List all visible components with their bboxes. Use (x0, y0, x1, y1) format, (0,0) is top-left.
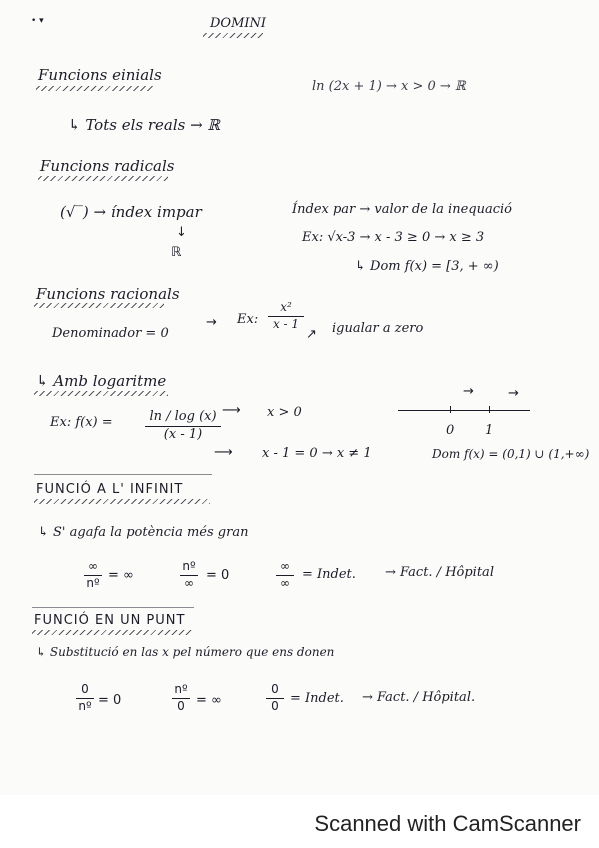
infinity-fraction-1 (84, 560, 102, 591)
number-line-tick (450, 406, 451, 413)
radical-domain: ↳ Dom f(x) = [3, + ∞) (355, 259, 499, 274)
fraction-numerator: 0 (81, 682, 89, 696)
log-example-fraction (145, 410, 221, 443)
even-index-note: Índex par → valor de la inequació (292, 202, 512, 217)
point-fraction-1 (76, 683, 94, 714)
fraction-denominator: nº (86, 575, 100, 590)
fraction-numerator: nº (182, 559, 196, 573)
set-to-zero-note: igualar a zero (332, 321, 424, 336)
point-fraction-3 (266, 683, 284, 714)
heading-underline (38, 176, 168, 181)
number-line-arrow: → (463, 384, 474, 399)
arrow: ⟶ (222, 403, 241, 418)
fraction-denominator: 0 (177, 698, 185, 713)
heading-underline (32, 630, 192, 635)
margin-dot: • ▾ (31, 16, 44, 26)
indeterminate-next-step: → Fact. / Hôpital (385, 565, 494, 580)
substitution-rule: ↳ Substitució en las x pel número que ens donen (36, 645, 335, 659)
fraction-denominator: x - 1 (272, 316, 300, 331)
denominator-rule: Denominador = 0 (52, 326, 169, 341)
heading-rationals: Funcions racionals (36, 285, 180, 303)
radical-example: Ex: √x-3 → x - 3 ≥ 0 → x ≥ 3 (302, 230, 485, 245)
heading-overline (34, 474, 212, 475)
curved-arrow: ↗ (306, 327, 317, 342)
fraction-numerator: 0 (271, 682, 279, 696)
fraction-numerator: nº (174, 682, 188, 696)
tick-label: 1 (485, 423, 494, 438)
infinity-fraction-3 (276, 560, 294, 591)
footer-bar (0, 795, 599, 848)
heading-underline (36, 86, 154, 91)
down-arrow: ↓ (176, 225, 187, 240)
infinity-fraction-2 (180, 560, 198, 591)
highest-power-rule: ↳ S' agafa la potència més gran (38, 525, 249, 540)
fraction-denominator: ∞ (184, 575, 194, 590)
fraction-numerator: ∞ (280, 559, 290, 573)
number-line-arrow: → (508, 386, 519, 401)
fraction-denominator: ∞ (280, 575, 290, 590)
fraction-numerator: x² (280, 300, 292, 314)
fraction-denominator: 0 (271, 698, 279, 713)
heading-polynomials: Funcions einials (38, 66, 162, 84)
tick-label: 0 (446, 423, 455, 438)
heading-logarithm: ↳ Amb logaritme (36, 372, 167, 390)
log-domain-result: Dom f(x) = (0,1) ∪ (1,+∞) (432, 447, 590, 461)
heading-underline (34, 499, 210, 504)
indeterminate-next-step: → Fact. / Hôpital. (362, 690, 476, 705)
fraction-denominator: (x - 1) (163, 426, 203, 442)
denominator-condition: x - 1 = 0 → x ≠ 1 (262, 446, 372, 461)
arrow: ⟶ (214, 445, 233, 460)
heading-underline (34, 391, 168, 396)
fraction-denominator: nº (78, 698, 92, 713)
log-domain-example: ln (2x + 1) → x > 0 → ℝ (312, 79, 466, 94)
heading-infinity: FUNCIÓ A L' INFINIT (36, 482, 184, 497)
example-label: Ex: f(x) = (50, 415, 113, 430)
odd-index-note: (√‾) → índex impar (60, 203, 202, 221)
fraction-numerator: ∞ (88, 559, 98, 573)
number-line-tick (489, 406, 490, 413)
point-fraction-2 (172, 683, 190, 714)
title-underline (203, 33, 263, 38)
rational-example-fraction (268, 301, 304, 332)
fraction-result: = Indet. (302, 567, 356, 582)
arrow: → (206, 315, 217, 330)
fraction-result: = Indet. (290, 691, 344, 706)
fraction-numerator: ln / log (x) (149, 409, 217, 424)
example-label: Ex: (237, 312, 259, 327)
number-line (398, 410, 530, 411)
heading-radicals: Funcions radicals (40, 157, 175, 175)
camscanner-watermark: Scanned with CamScanner (314, 811, 581, 836)
fraction-result: = ∞ (196, 693, 222, 708)
log-condition: x > 0 (267, 405, 302, 420)
heading-overline (32, 607, 194, 608)
fraction-result: = 0 (206, 568, 230, 583)
heading-underline (34, 303, 164, 308)
page-title: DOMINI (210, 16, 267, 31)
all-reals-note: ↳ Tots els reals → ℝ (68, 116, 220, 134)
heading-point: FUNCIÓ EN UN PUNT (34, 613, 186, 628)
odd-index-result: ℝ (171, 245, 182, 260)
fraction-result: = 0 (98, 693, 122, 708)
fraction-result: = ∞ (108, 568, 134, 583)
